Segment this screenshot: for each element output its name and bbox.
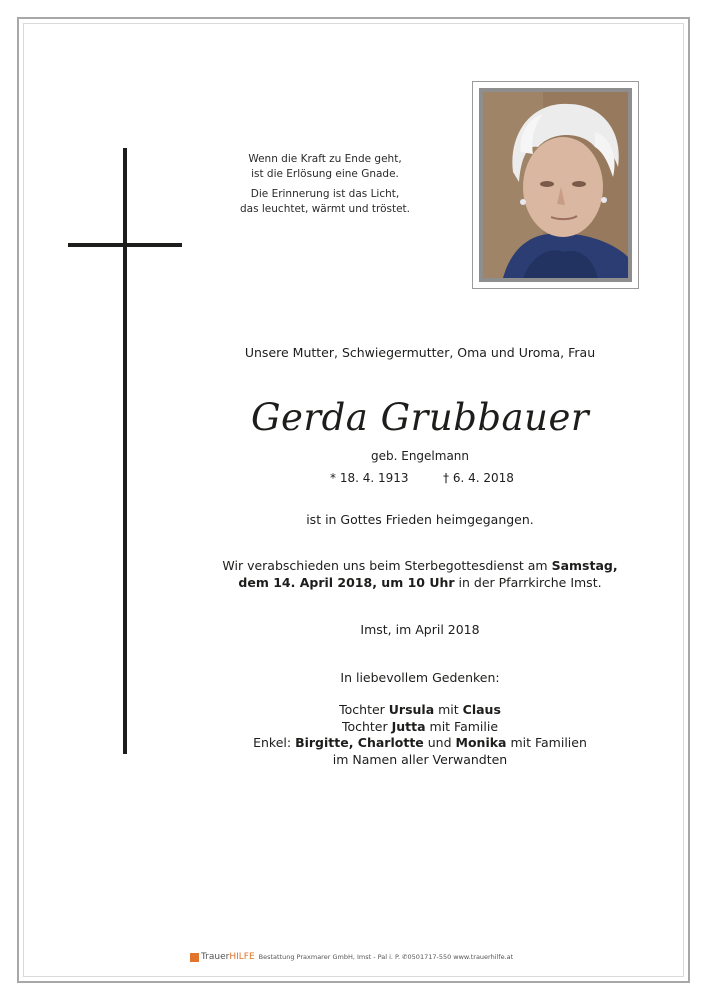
mourner-text: mit [434,702,463,717]
memorial-quote [225,152,425,222]
mourner-text: mit Familien [506,735,587,750]
quote-line: ist die Erlösung eine Gnade. [251,167,399,180]
service-location: in der Pfarrkirche Imst. [454,575,602,590]
mourner-text: Enkel: [253,735,296,750]
portrait-photo [483,92,628,278]
intro-line: Unsere Mutter, Schwiegermutter, Oma und Uroma, Frau [244,345,596,360]
brand-text: Trauer [201,952,230,962]
mourner-text: Tochter [341,718,392,734]
birth-name: geb. Engelmann [370,449,470,463]
mourner-name: Birgitte, Charlotte [295,735,424,750]
footer [190,952,590,966]
quote-line: Die Erinnerung ist das Licht, [250,188,400,200]
mourner-text: und [423,735,456,750]
mourner-line: im Namen aller Verwandten [332,751,508,767]
brand-logo [201,952,255,962]
service-date-time: dem 14. April 2018, um 10 Uhr [238,575,455,590]
mourner-name: Jutta [391,718,426,734]
mourner-text: mit Familie [425,718,499,734]
mourner-name: Ursula [388,702,435,717]
logo-icon [190,953,199,962]
quote-line: das leuchtet, wärmt und tröstet. [239,202,410,215]
service-day: Samstag, [551,558,618,573]
death-date: † 6. 4. 2018 [443,471,514,485]
mourner-name: Monika [455,735,507,750]
cross-horizontal [68,243,182,247]
deceased-name: Gerda Grubbauer [250,396,590,439]
portrait-mat [479,88,632,282]
cross-vertical [123,148,127,754]
mourner-name: Claus [462,702,501,717]
portrait-illustration [483,92,628,278]
mourners-list [210,702,630,768]
quote-line: Wenn die Kraft zu Ende geht, [248,153,402,165]
mourner-text: Tochter [339,702,389,717]
place-date: Imst, im April 2018 [360,622,480,637]
brand-text-highlight: HILFE [229,952,255,962]
mourner-line [210,735,630,752]
footer-info: Bestattung Praxmarer GmbH, Imst - Pal i. P. ✆0501717-550 www.trauerhilfe.at [258,953,514,961]
portrait-frame [472,81,639,289]
birth-date: * 18. 4. 1913 [330,471,409,485]
service-info [210,557,630,591]
service-text: Wir verabschieden uns beim Sterbegottesdienst am [222,558,552,573]
mourner-line [210,719,630,736]
mourner-line [210,702,630,719]
passed-line: ist in Gottes Frieden heimgegangen. [306,512,534,527]
memory-line: In liebevollem Gedenken: [340,670,500,685]
